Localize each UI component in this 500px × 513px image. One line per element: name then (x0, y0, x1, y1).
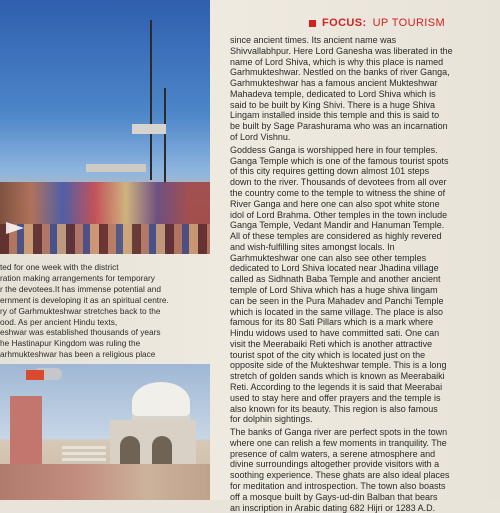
article-line: opposite side of the Mukteshwar temple. This is a long (230, 360, 447, 371)
article-line: Goddess Ganga is worshipped here in four temples. (230, 144, 438, 155)
article-line: down to the river. Thousands of devotees from all over (230, 177, 447, 188)
article-line: stretch of golden sands which is known as Meerabaiki (230, 371, 445, 382)
article-line: for meditation and introspection. The town also boasts (230, 481, 446, 492)
section-title: UP TOURISM (372, 17, 446, 29)
paragraph-2 (230, 145, 490, 425)
article-line: where one can relish a few moments in tranquility. The (230, 437, 447, 448)
article-line: divine surroundings altogether provide visitors with a (230, 459, 440, 470)
article-line: can be seen in the Pura Mahadev and Panchi Temple (230, 295, 444, 306)
article-line: Hindu widows used to have committed sati. One can (230, 328, 440, 339)
left-text-line: ood. As per ancient Hindu texts, (0, 316, 118, 327)
canopy-roof (132, 124, 166, 134)
article-line: temple of Lord Shiva which has a huge shiva lingam (230, 284, 438, 295)
temple-photo (0, 364, 210, 500)
article-line: since ancient times. Its ancient name was (230, 35, 397, 45)
article-line: Shivvallabhpur. Here Lord Ganesha was liberated in the (230, 45, 453, 56)
article-line: Reti. According to the legends it is said that Meerabai (230, 382, 443, 392)
article-line: for dolphin sightings. (230, 414, 313, 425)
crowd-people (0, 224, 210, 254)
article-line: said to be built by King Shivi. There is a huge Shiva (230, 99, 435, 110)
focus-label: FOCUS: (322, 17, 367, 29)
article-line: of Lord Vishnu. (230, 132, 291, 143)
market-crowd-photo (0, 0, 210, 254)
article-line: be built by Sage Parashurama who was an incarnation (230, 121, 448, 132)
article-line: soothing experience. These ghats are also ideal places (230, 470, 450, 481)
article-line: also known for its beauty. This region is also famous (230, 403, 438, 414)
left-text-line: he Hastinapur Kingdom was ruling the (0, 338, 141, 349)
article-line: which is located in the same village. The place is also (230, 306, 443, 317)
article-line: Garhmukteshwar has a famous ancient Mukteshwar (230, 78, 438, 89)
left-text-line: ry of Garhmukteshwar stretches back to the (0, 305, 161, 316)
article-line: used to stay here and offer prayers and the temple is (230, 392, 441, 403)
paragraph-3 (230, 427, 490, 513)
article-body (230, 35, 490, 513)
article-line: River Ganga and here one can also spot white stone (230, 198, 440, 209)
article-line: Ganga Temple, Vedant Mandir and Hanuman Temple. (230, 220, 445, 231)
article-line: Mahadeva temple, dedicated to Lord Shiva which is (230, 88, 436, 99)
temple-arch (120, 436, 140, 466)
article-line: and wish-fulfilling sites amongst locals. In (230, 241, 395, 252)
paragraph-1 (230, 35, 490, 143)
article-line: tourist spot of the city which is located just on the (230, 349, 426, 360)
left-text-line: ernment is developing it as an spiritual centre. (0, 294, 169, 305)
article-line: of this city requires getting down almost 101 steps (230, 166, 430, 177)
article-line: idol of Lord Brahma. Other temples in the town include (230, 209, 448, 220)
article-line: famous for its 80 Sati Pillars which is a mark where (230, 317, 434, 328)
article-line: Ganga Temple which is one of the famous tourist spots (230, 155, 449, 166)
article-line: The banks of Ganga river are perfect spots in the town (230, 427, 448, 438)
article-line: dedicated to Lord Shiva located near Jhadina village (230, 263, 439, 274)
left-text-line: r the devotees.It has immense potential and (0, 283, 161, 294)
section-header (309, 14, 445, 32)
temple-tower (10, 396, 42, 466)
article-line: Garhmukteshwar. Nestled on the banks of river Ganga, (230, 67, 450, 78)
article-line: Lingam installed inside this temple and this is said to (230, 110, 440, 121)
article-line: visit the Meerabaiki Reti which is another attractive (230, 338, 433, 349)
article-line: the country come to the temple to witness the shine of (230, 187, 446, 198)
red-square-icon (309, 20, 316, 27)
left-column-text (0, 262, 210, 362)
article-line: called as Sidhnath Baba Temple and another ancient (230, 274, 441, 285)
article-line: off a mosque built by Gays-ud-din Balban that bears (230, 491, 438, 502)
lamp-pole (150, 20, 152, 180)
lamp-pole (164, 88, 166, 184)
article-line: All of these temples are considered as highly revered (230, 231, 442, 242)
canopy-roof (86, 164, 146, 172)
article-line: name of Lord Shiva, which is why this place is named (230, 56, 444, 67)
article-line: an inscription in Arabic dating 682 Hijri or 1283 A.D. (230, 502, 436, 513)
article-line: Garhmukteshwar one can also see other temples (230, 252, 427, 263)
temple-dome (132, 382, 190, 422)
temple-arch (152, 436, 172, 466)
left-text-line: ration making arrangements for temporary (0, 272, 155, 283)
left-text-line: arhmukteshwar has been a religious place (0, 349, 156, 360)
left-text-line: ted for one week with the district (0, 262, 119, 272)
article-line: presence of calm waters, a serene atmosphere and (230, 448, 436, 459)
left-text-line: eshwar was established thousands of years (0, 327, 161, 338)
temple-wall (0, 464, 210, 500)
temple-flag (26, 370, 44, 380)
